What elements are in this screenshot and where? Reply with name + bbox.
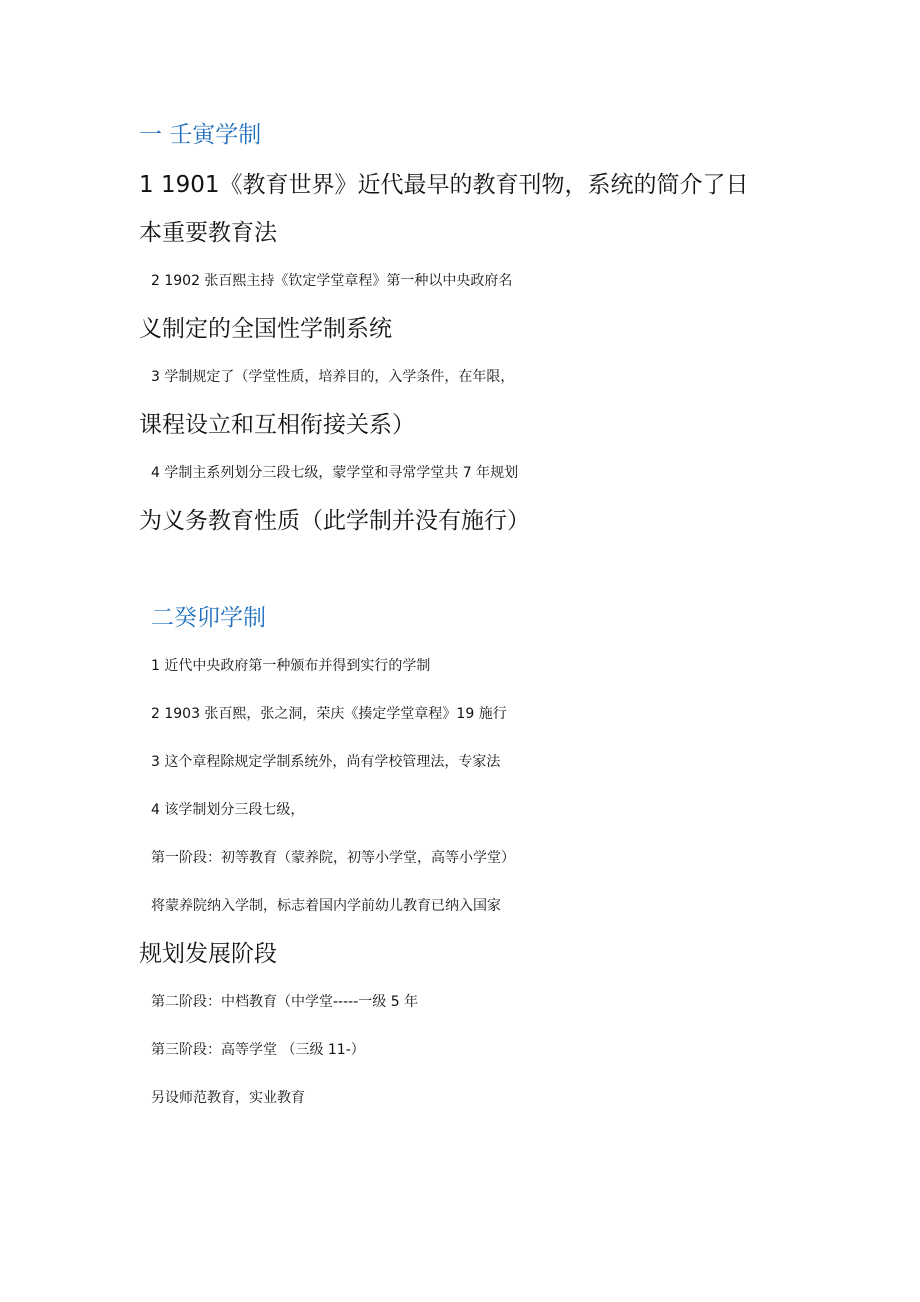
section1-line-1: 1 1901《教育世界》近代最早的教育刊物，系统的简介了日 (139, 172, 749, 198)
section1-line-3: 2 1902 张百熙主持《钦定学堂章程》第一种以中央政府名 (151, 273, 513, 289)
section2-line-2: 2 1903 张百熙，张之洞，荣庆《揍定学堂章程》19 施行 (151, 706, 507, 722)
section2-line-10: 另设师范教育，实业教育 (151, 1090, 305, 1106)
section1-line-6: 课程设立和互相衔接关系） (139, 412, 415, 438)
section-heading-renyin: 一 壬寅学制 (139, 122, 262, 148)
section2-line-3: 3 这个章程除规定学制系统外，尚有学校管理法，专家法 (151, 754, 501, 770)
section2-line-6: 将蒙养院纳入学制，标志着国内学前幼儿教育已纳入国家 (151, 898, 501, 914)
section2-line-9: 第三阶段：高等学堂 （三级 11-） (151, 1042, 365, 1058)
section2-line-1: 1 近代中央政府第一种颁布并得到实行的学制 (151, 658, 431, 674)
section1-line-4: 义制定的全国性学制系统 (139, 316, 392, 342)
section1-line-2: 本重要教育法 (139, 220, 277, 246)
section-heading-guimao: 二癸卯学制 (151, 605, 266, 631)
section2-line-7: 规划发展阶段 (139, 941, 277, 967)
section1-line-8: 为义务教育性质（此学制并没有施行） (139, 508, 530, 534)
section2-line-8: 第二阶段：中档教育（中学堂-----一级 5 年 (151, 994, 419, 1010)
section2-line-5: 第一阶段：初等教育（蒙养院，初等小学堂，高等小学堂） (151, 850, 515, 866)
section1-line-7: 4 学制主系列划分三段七级，蒙学堂和寻常学堂共 7 年规划 (151, 465, 519, 481)
section2-line-4: 4 该学制划分三段七级， (151, 802, 305, 818)
section1-line-5: 3 学制规定了（学堂性质，培养目的，入学条件，在年限， (151, 369, 515, 385)
